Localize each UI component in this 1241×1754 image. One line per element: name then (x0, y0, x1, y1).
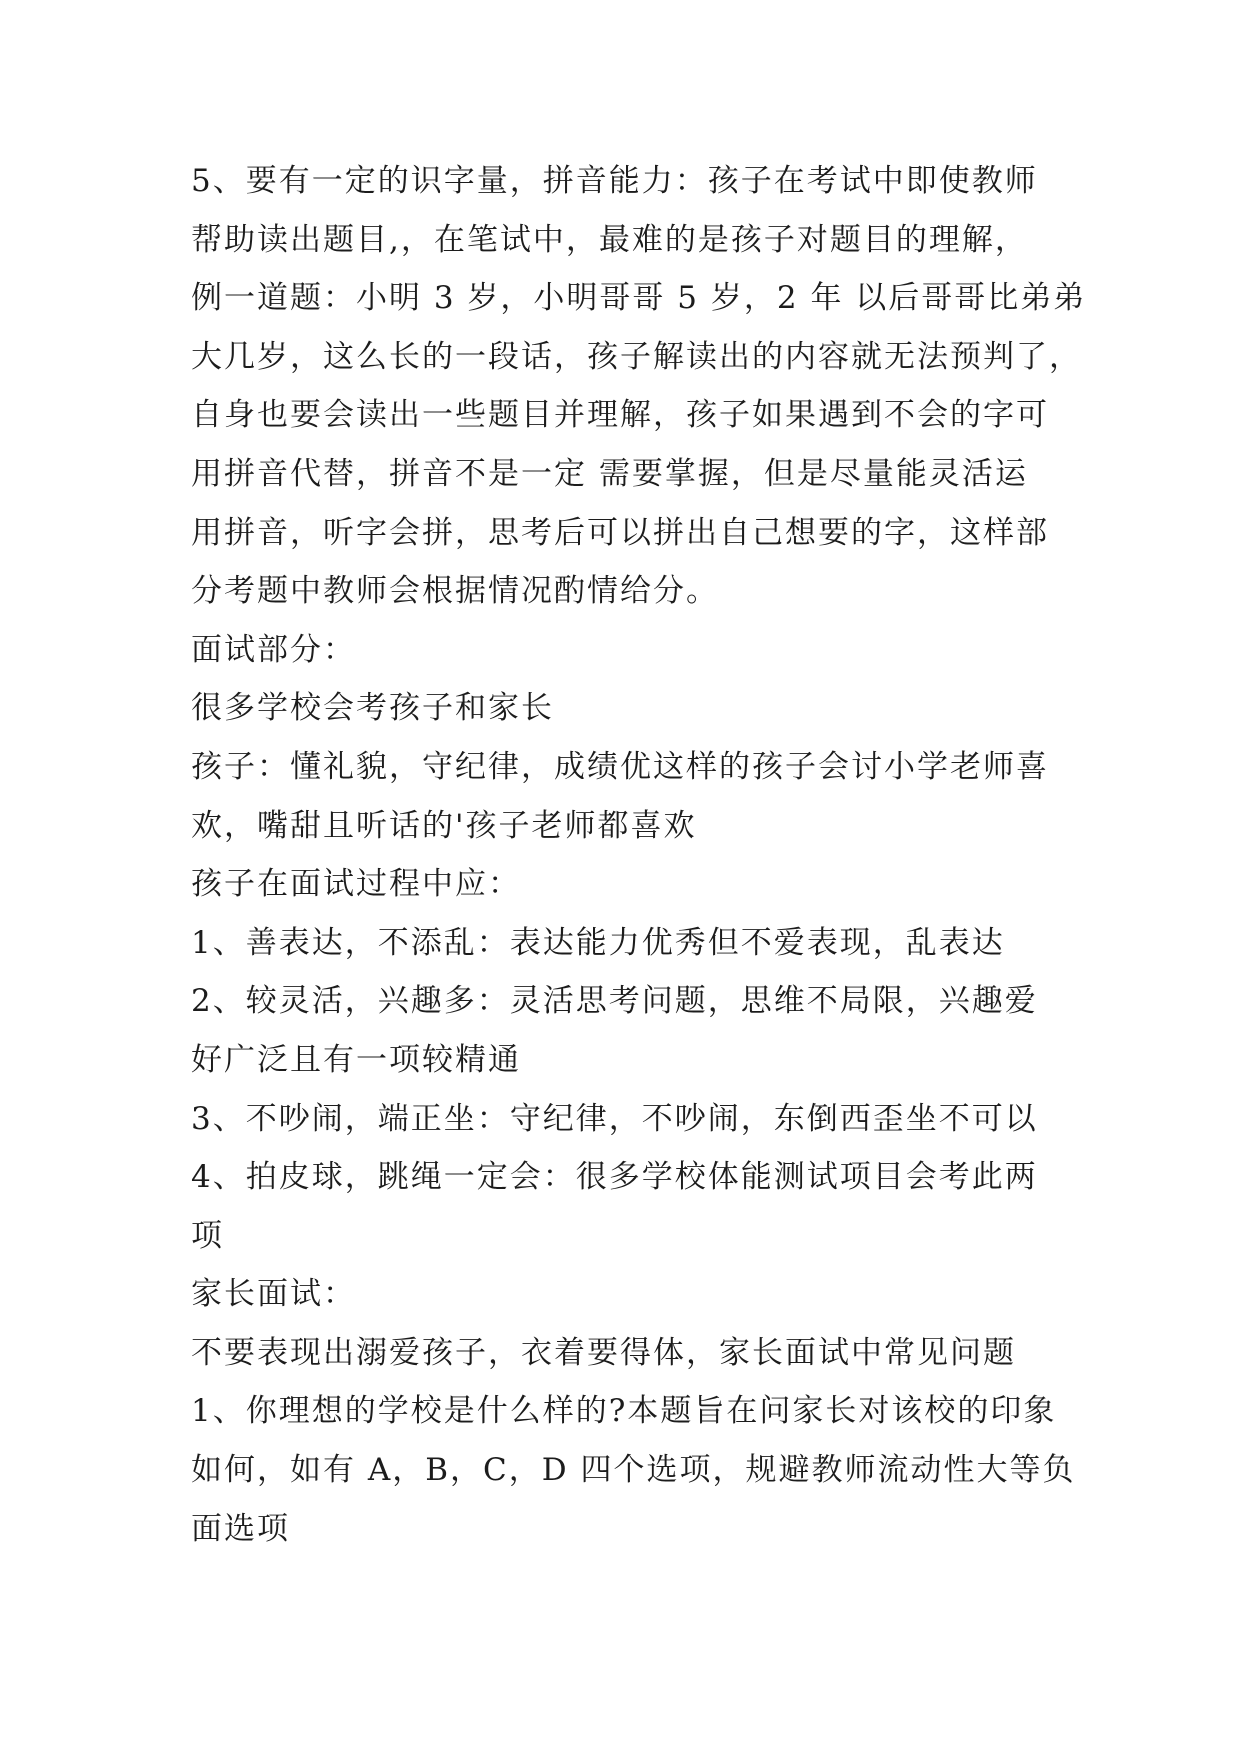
list-item: 1、善表达，不添乱：表达能力优秀但不爱表现，乱表达 (191, 924, 1005, 961)
text-line: 不要表现出溺爱孩子，衣着要得体，家长面试中常见问题 (191, 1334, 1016, 1371)
text-line: 帮助读出题目,，在笔试中，最难的是孩子对题目的理解， (191, 221, 1028, 258)
section-heading-parent-interview: 家长面试： (191, 1276, 356, 1313)
text-line: 分考题中教师会根据情况酌情给分。 (191, 573, 719, 610)
text-line: 面选项 (191, 1510, 290, 1547)
text-line: 很多学校会考孩子和家长 (191, 690, 554, 727)
text-line: 项 (191, 1217, 224, 1254)
list-item: 2、较灵活，兴趣多：灵活思考问题，思维不局限，兴趣爱 (191, 983, 1038, 1020)
text-line: 好广泛且有一项较精通 (191, 1041, 521, 1078)
text-line: 孩子：懂礼貌，守纪律，成绩优这样的孩子会讨小学老师喜 (191, 748, 1049, 785)
text-line: 自身也要会读出一些题目并理解，孩子如果遇到不会的字可 (191, 397, 1049, 434)
text-line: 如何，如有 A，B，C，D 四个选项，规避教师流动性大等负 (191, 1452, 1076, 1489)
text-line: 大几岁，这么长的一段话，孩子解读出的内容就无法预判了， (191, 338, 1082, 375)
text-line: 用拼音代替，拼音不是一定 需要掌握，但是尽量能灵活运 (191, 455, 1028, 492)
list-item: 4、拍皮球，跳绳一定会：很多学校体能测试项目会考此两 (191, 1159, 1038, 1196)
text-line: 5、要有一定的识字量，拼音能力：孩子在考试中即使教师 (191, 163, 1038, 199)
list-item: 3、不吵闹，端正坐：守纪律，不吵闹，东倒西歪坐不可以 (191, 1100, 1038, 1137)
text-line: 欢，嘴甜且听话的'孩子老师都喜欢 (191, 807, 697, 844)
list-item: 1、你理想的学校是什么样的?本题旨在问家长对该校的印象 (191, 1393, 1057, 1430)
text-line: 孩子在面试过程中应： (191, 866, 521, 903)
document-body (191, 152, 1087, 1558)
section-heading-interview: 面试部分： (191, 631, 356, 668)
text-line: 用拼音，听字会拼，思考后可以拼出自己想要的字，这样部 (191, 514, 1049, 551)
text-line: 例一道题：小明 3 岁，小明哥哥 5 岁，2 年 以后哥哥比弟弟 (191, 280, 1087, 317)
